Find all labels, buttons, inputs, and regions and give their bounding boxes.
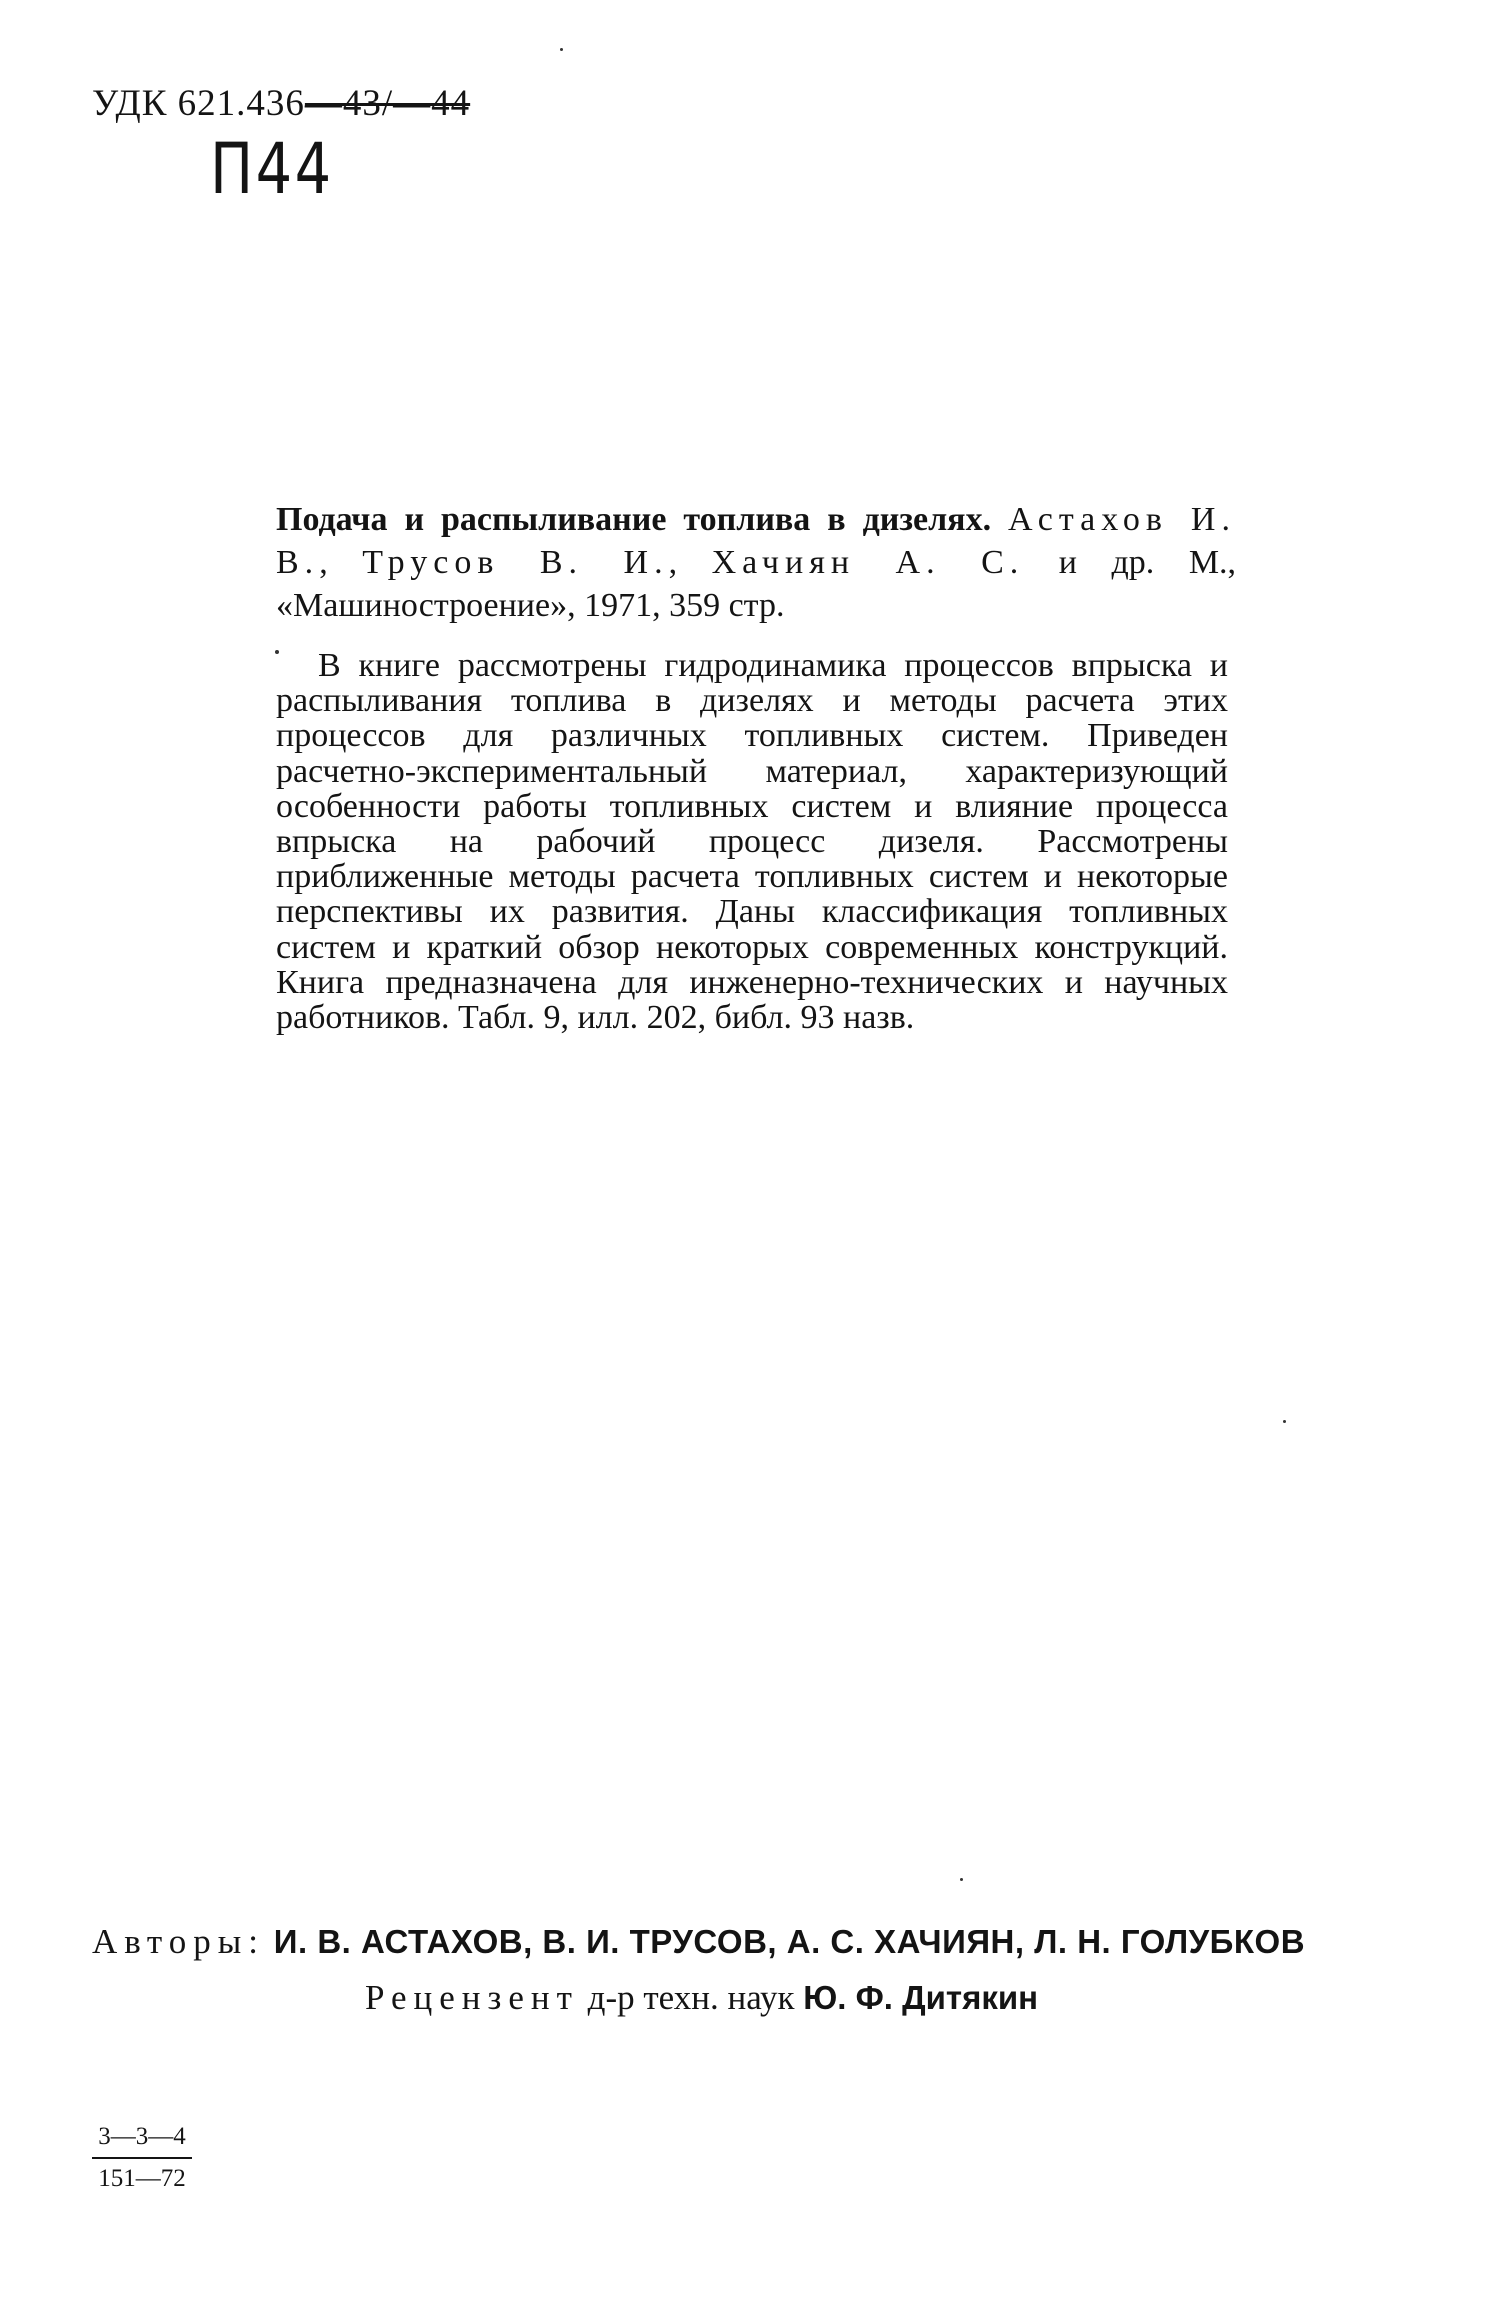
udk-struck-code: —43/—44 (304, 83, 471, 124)
et-al: и др. (1058, 544, 1155, 581)
authors-line (92, 1922, 1422, 1962)
author-khachiyan: Хачиян А. С. (711, 544, 1025, 581)
scan-speck (960, 1878, 963, 1881)
authors-label: Авторы: (92, 1922, 266, 1961)
index-numerator: 3—3—4 (92, 2123, 192, 2159)
udk-label: УДК 621.436 (92, 83, 305, 124)
scan-speck (1283, 1420, 1286, 1423)
author-trusov: Трусов В. И. (362, 544, 669, 581)
library-code: П44 (210, 128, 334, 210)
reviewer-line (365, 1978, 1038, 2018)
bibliographic-record: Подача и распыливание топлива в дизелях. Астахов И. В., Трусов В. И., Хачиян А. С. и др. М., «Машиностроение», 1971, 359 стр. (276, 501, 1237, 624)
imprint: М., «Машиностроение», 1971, 359 стр. (276, 544, 1237, 624)
publication-index (92, 2123, 192, 2193)
scan-speck (275, 650, 279, 654)
annotation (276, 648, 1228, 1035)
reviewer-degree: д-р техн. наук (587, 1978, 795, 2017)
authors-names: И. В. АСТАХОВ, В. И. ТРУСОВ, А. С. ХАЧИЯН, Л. Н. ГОЛУБКОВ (273, 1923, 1306, 1960)
scan-speck (560, 48, 563, 51)
reviewer-name: Ю. Ф. Дитякин (803, 1979, 1039, 2016)
author-astakhov: Астахов И. В. (276, 501, 1236, 581)
reviewer-label: Рецензент (365, 1978, 579, 2017)
book-title: Подача и распыливание топлива в дизелях. (276, 501, 992, 538)
annotation-text: В книге рассмотрены гидродинамика процессов впрыска и распыливания топлива в дизелях и методы расчета этих процессов для различных топливных систем. Приведен расчетно-экспериментальный материал, характеризующий особенности работы топливных систем и влияние процесса впрыска на рабочий процесс дизеля. Рассмотрены приближенные методы расчета топливных систем и некоторые перспективы их развития. Даны классификация топливных систем и краткий обзор некоторых современных конструкций. Книга предназначена для инженерно-технических и научных работников. Табл. 9, илл. 202, библ. 93 назв. (276, 647, 1228, 1037)
index-denominator: 151—72 (98, 2165, 186, 2192)
udk-line (92, 82, 470, 125)
